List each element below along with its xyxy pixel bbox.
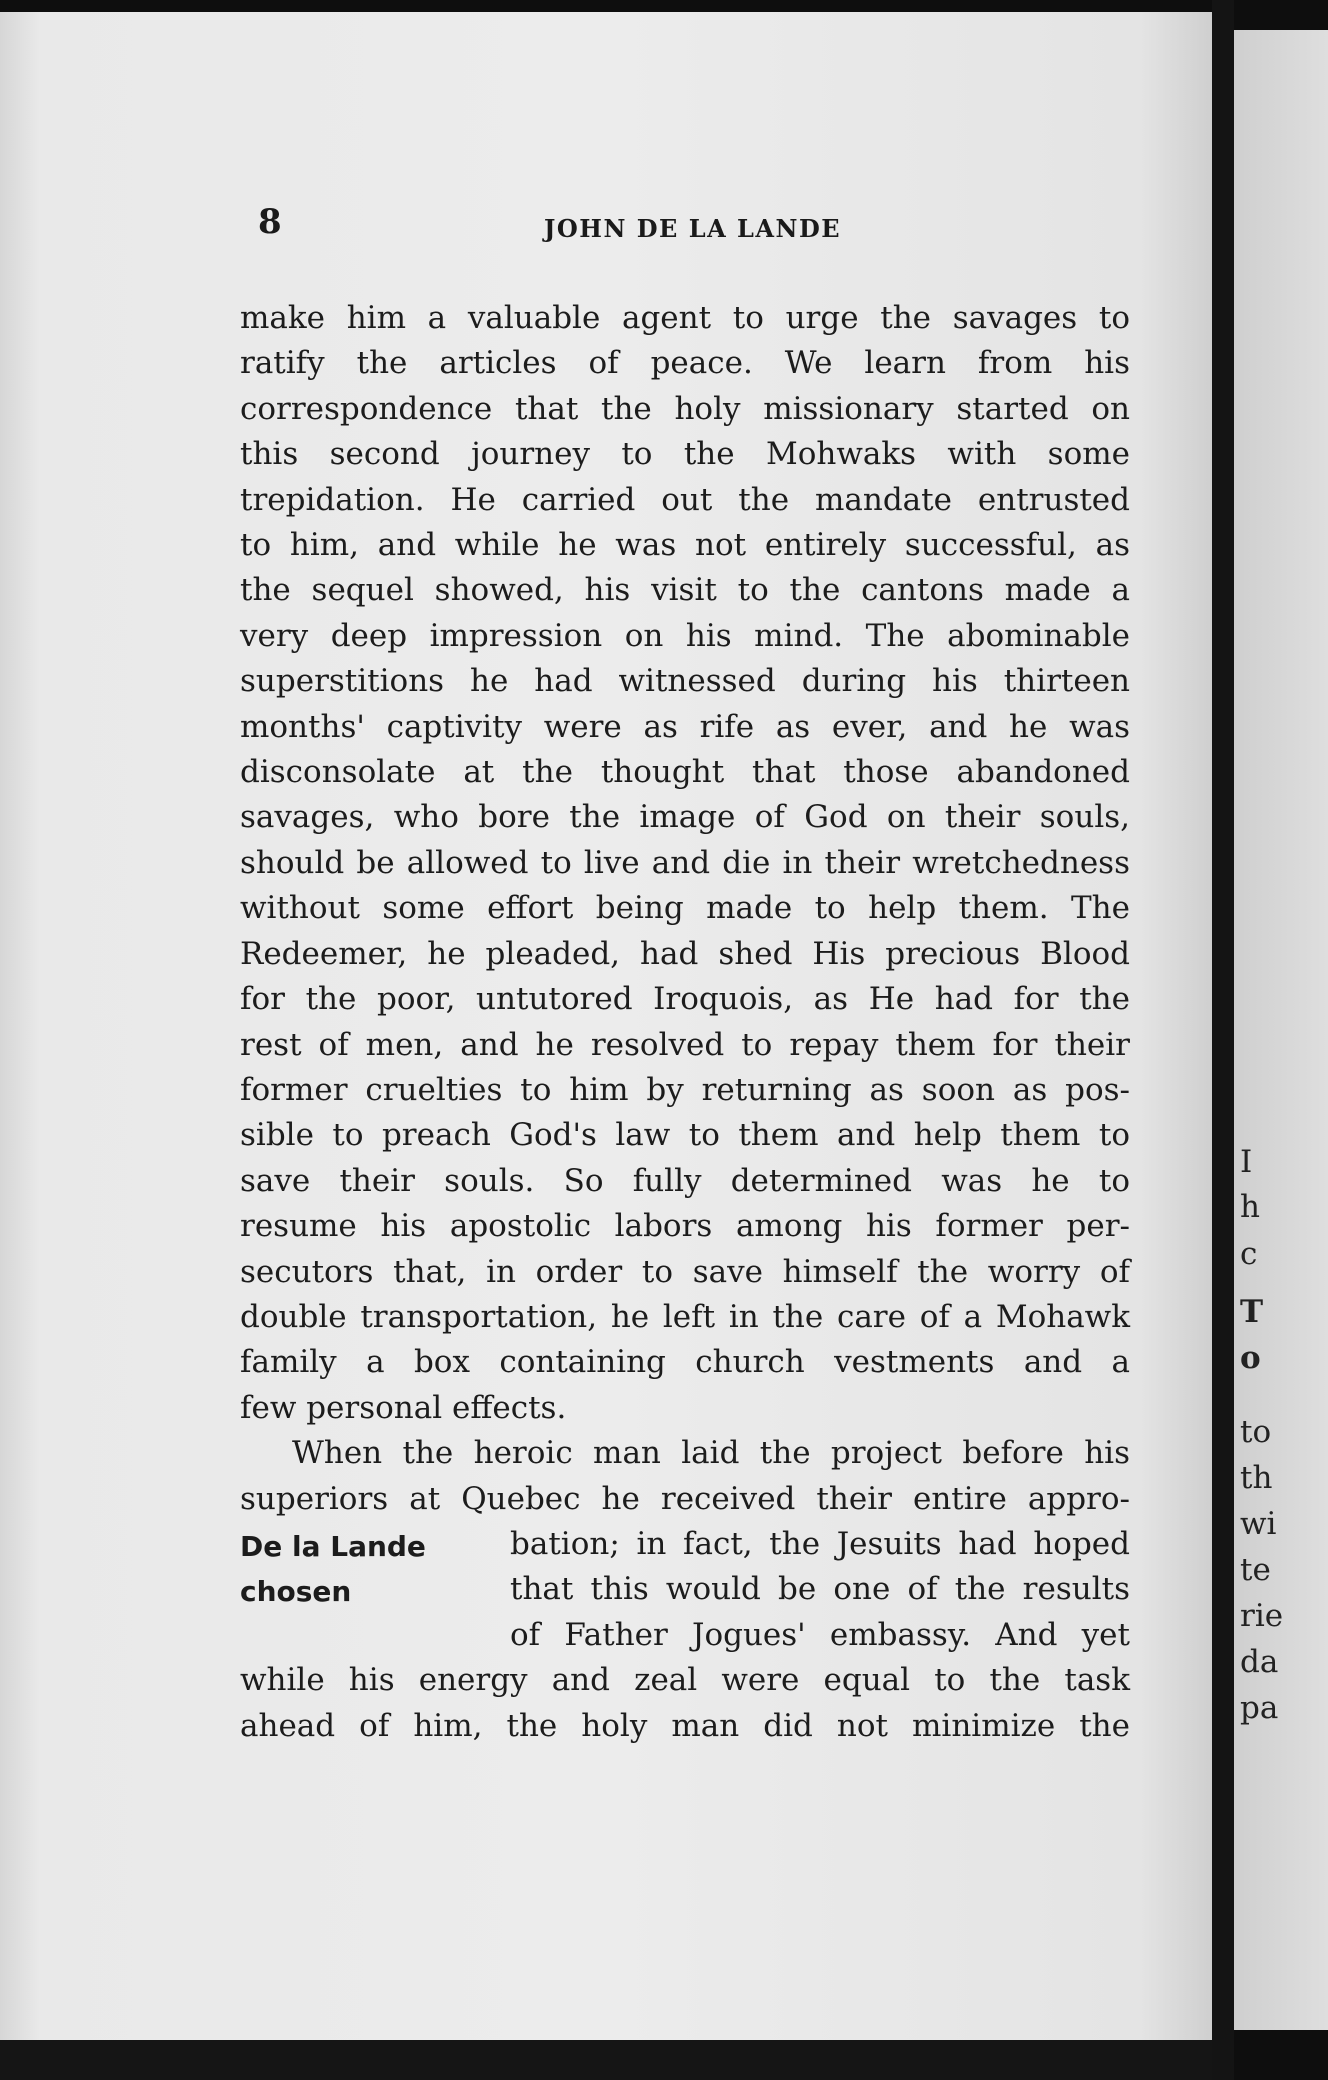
facing-page-fragment: te <box>1240 1552 1271 1588</box>
text-line: When the heroic man laid the project before his <box>292 1435 1130 1472</box>
text-line: correspondence that the holy missionary started on <box>240 390 1130 427</box>
text-line: of Father Jogues' embassy. And yet <box>510 1616 1130 1653</box>
facing-page-fragment: pa <box>1240 1690 1279 1726</box>
body-text <box>240 296 1130 1749</box>
text-line: former cruelties to him by returning as soon as pos- <box>240 1071 1130 1108</box>
marginal-note-line-1: De la Lande <box>240 1529 426 1563</box>
text-line: for the poor, untutored Iroquois, as He had for the <box>240 981 1130 1018</box>
facing-page-edge <box>1234 30 1328 2030</box>
text-line: savages, who bore the image of God on their souls, <box>240 799 1130 836</box>
text-line: rest of men, and he resolved to repay them for their <box>240 1026 1130 1063</box>
text-line: without some effort being made to help them. The <box>240 890 1130 927</box>
facing-page-fragment: rie <box>1240 1598 1284 1634</box>
paragraph-1 <box>240 296 1130 1431</box>
text-line: few personal effects. <box>240 1389 567 1426</box>
text-line: this second journey to the Mohwaks with some <box>240 436 1130 473</box>
text-line: very deep impression on his mind. The abominable <box>240 617 1130 654</box>
text-line: resume his apostolic labors among his former per- <box>240 1208 1130 1245</box>
text-line: superiors at Quebec he received their entire appro- <box>240 1480 1130 1517</box>
text-line: family a box containing church vestments and a <box>240 1344 1130 1381</box>
facing-page-fragment: o <box>1240 1340 1261 1376</box>
marginal-note <box>240 1522 510 1658</box>
text-line: ahead of him, the holy man did not minimize the <box>240 1707 1130 1744</box>
paragraph-2-continued <box>240 1658 1130 1749</box>
facing-page-fragment: h <box>1240 1189 1260 1225</box>
facing-page-fragment: I <box>1240 1144 1253 1180</box>
facing-page-fragment: c <box>1240 1236 1258 1272</box>
text-line: trepidation. He carried out the mandate entrusted <box>240 481 1130 518</box>
facing-page-fragment: to <box>1240 1414 1272 1450</box>
facing-page-fragment: da <box>1240 1644 1279 1680</box>
text-line: that this would be one of the results <box>510 1571 1130 1608</box>
text-line: Redeemer, he pleaded, had shed His precious Blood <box>240 935 1130 972</box>
text-line: should be allowed to live and die in their wretchedness <box>240 844 1130 881</box>
book-spine <box>1212 0 1234 2080</box>
text-line: the sequel showed, his visit to the cantons made a <box>240 572 1130 609</box>
page-number: 8 <box>258 202 282 242</box>
text-line: secutors that, in order to save himself the worry of <box>240 1253 1130 1290</box>
text-line: while his energy and zeal were equal to the task <box>240 1662 1130 1699</box>
facing-page-fragment: wi <box>1240 1506 1277 1542</box>
text-line: double transportation, he left in the care of a Mohawk <box>240 1298 1130 1335</box>
paragraph-2-opening <box>240 1431 1130 1522</box>
sidenote-block <box>240 1522 1130 1658</box>
text-line: disconsolate at the thought that those abandoned <box>240 754 1130 791</box>
marginal-note-line-2: chosen <box>240 1575 352 1609</box>
text-line: months' captivity were as rife as ever, and he was <box>240 708 1130 745</box>
text-line: save their souls. So fully determined was he to <box>240 1162 1130 1199</box>
text-line: superstitions he had witnessed during his thirteen <box>240 663 1130 700</box>
scan-edge <box>0 2040 1212 2080</box>
text-line: ratify the articles of peace. We learn from his <box>240 345 1130 382</box>
text-line: bation; in fact, the Jesuits had hoped <box>510 1525 1130 1562</box>
text-line: make him a valuable agent to urge the savages to <box>240 300 1130 336</box>
text-line: to him, and while he was not entirely successful, as <box>240 527 1130 564</box>
facing-page-fragment: T <box>1240 1294 1264 1330</box>
facing-page-fragment: th <box>1240 1460 1273 1496</box>
paragraph-2-beside-note <box>510 1522 1130 1658</box>
running-title: JOHN DE LA LANDE <box>544 214 842 243</box>
text-line: sible to preach God's law to them and help them to <box>240 1117 1130 1154</box>
page-header <box>258 200 1138 250</box>
